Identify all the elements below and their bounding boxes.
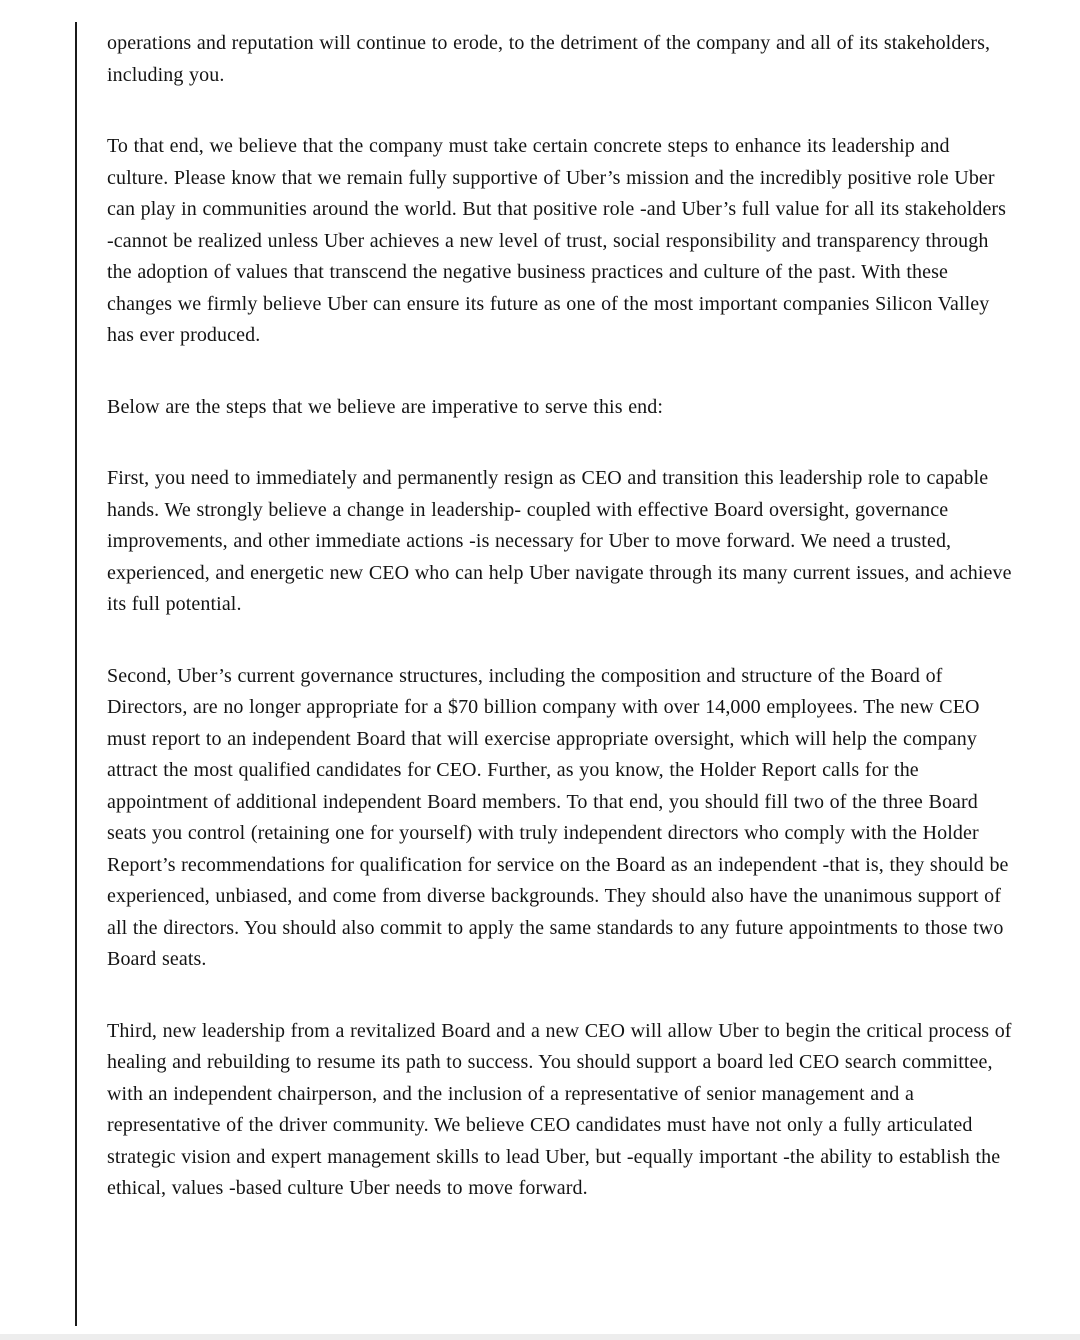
paragraph-steps-lead-in: Below are the steps that we believe are imperative to serve this end:	[107, 395, 664, 418]
letter-body	[107, 28, 1012, 1205]
paragraph-third-step: Third, new leadership from a revitalized Board and a new CEO will allow Uber to begin the critical process of healing and rebuilding to resume its path to success. You should support a board led CEO search committee, with an independent chairperson, and the inclusion of a representative of senior management and a representative of the driver community. We believe CEO candidates must have not only a fully articulated strategic vision and expert management skills to lead Uber, but -equally important -the ability to establish the ethical, values -based culture Uber needs to move forward.	[107, 1019, 1012, 1199]
paragraph-first-step: First, you need to immediately and permanently resign as CEO and transition this leadership role to capable hands. We strongly believe a change in leadership- coupled with effective Board oversight, governance improvements, and other immediate actions -is necessary for Uber to move forward. We need a trusted, experienced, and energetic new CEO who can help Uber navigate through its many current issues, and achieve its full potential.	[107, 467, 1012, 615]
paragraph-second-step: Second, Uber’s current governance structures, including the composition and structure of the Board of Directors, are no longer appropriate for a $70 billion company with over 14,000 employees. The new CEO must report to an independent Board that will exercise appropriate oversight, which will help the company attract the most qualified candidates for CEO. Further, as you know, the Holder Report calls for the appointment of additional independent Board members. To that end, you should fill two of the three Board seats you control (retaining one for yourself) with truly independent directors who comply with the Holder Report’s recommendations for qualification for service on the Board as an independent -that is, they should be experienced, unbiased, and come from diverse backgrounds. They should also have the unanimous support of all the directors. You should also commit to apply the same standards to any future appointments to those two Board seats.	[107, 664, 1009, 970]
left-vertical-rule	[75, 22, 77, 1326]
paragraph-intro-continuation: operations and reputation will continue to erode, to the detriment of the company and all of its stakeholders, including you.	[107, 32, 991, 86]
bottom-divider	[0, 1334, 1080, 1340]
paragraph-to-that-end: To that end, we believe that the company must take certain concrete steps to enhance its leadership and culture. Please know that we remain fully supportive of Uber’s mission and the incredibly positive role Uber can play in communities around the world. But that positive role -and Uber’s full value for all its stakeholders -cannot be realized unless Uber achieves a new level of trust, social responsibility and transparency through the adoption of values that transcend the negative business practices and culture of the past. With these changes we firmly believe Uber can ensure its future as one of the most important companies Silicon Valley has ever produced.	[107, 135, 1007, 346]
